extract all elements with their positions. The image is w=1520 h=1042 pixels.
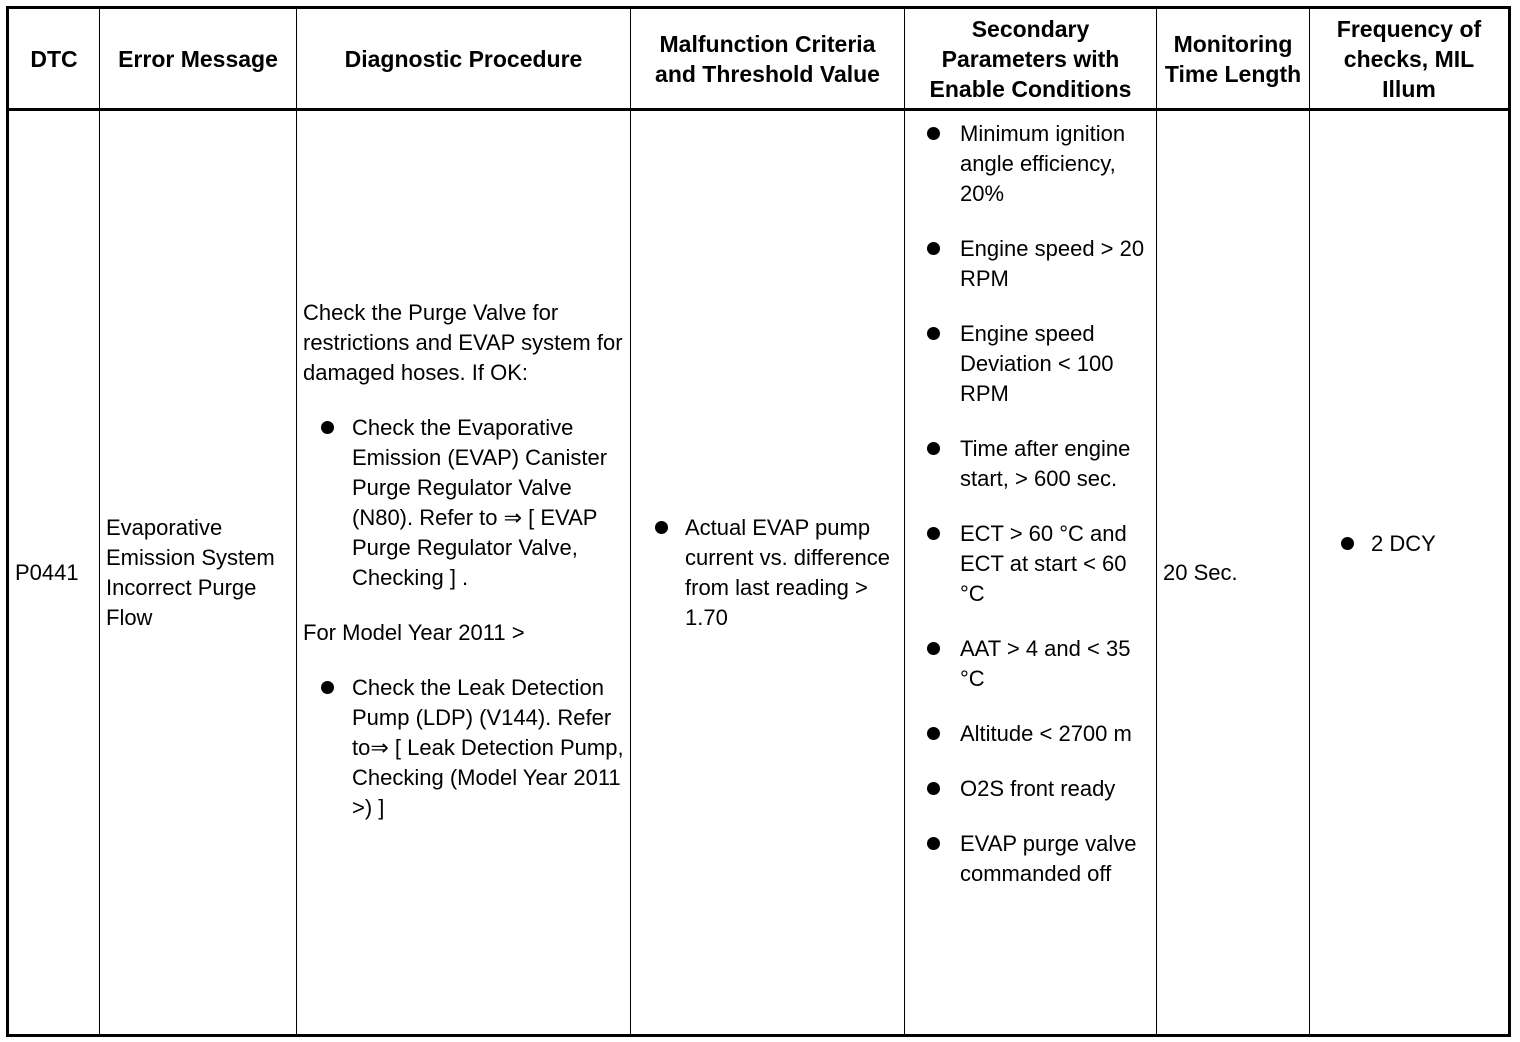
list-item [303, 413, 624, 593]
model-year-note: For Model Year 2011 > [303, 619, 525, 645]
procedure-intro: Check the Purge Valve for restrictions and EVAP system for damaged hoses. If OK: [303, 299, 623, 385]
list-item [905, 829, 1150, 889]
secondary-parameter: Engine speed Deviation < 100 RPM [960, 321, 1114, 406]
list-item [905, 719, 1150, 749]
list-item [905, 119, 1150, 209]
bullet-icon [927, 242, 940, 255]
dtc-code: P0441 [8, 110, 100, 1036]
header-monitoring-time: Monitoring Time Length [1157, 8, 1310, 110]
procedure-step-1: Check the Evaporative Emission (EVAP) Canister Purge Regulator Valve (N80). Refer to ⇒ [ EVAP Purge Regulator Valve, Checking ] . [352, 414, 608, 590]
list-item [303, 673, 624, 823]
header-secondary-parameters: Secondary Parameters with Enable Conditions [905, 8, 1157, 110]
secondary-parameter: O2S front ready [960, 776, 1116, 801]
frequency-list [1316, 529, 1502, 559]
header-error-message: Error Message [100, 8, 297, 110]
header-row [8, 8, 1510, 110]
list-item [905, 234, 1150, 294]
list-item [905, 434, 1150, 494]
bullet-icon [927, 442, 940, 455]
monitoring-time: 20 Sec. [1157, 110, 1310, 1036]
secondary-parameter: AAT > 4 and < 35 °C [960, 636, 1131, 691]
secondary-parameter: Minimum ignition angle efficiency, 20% [960, 121, 1126, 206]
list-item [905, 774, 1150, 804]
list-item [1316, 529, 1502, 559]
frequency [1310, 110, 1510, 1036]
secondary-parameter: Engine speed > 20 RPM [960, 236, 1145, 291]
bullet-icon [927, 782, 940, 795]
header-frequency: Frequency of checks, MIL Illum [1310, 8, 1510, 110]
malfunction-text: Actual EVAP pump current vs. difference from last reading > 1.70 [685, 514, 891, 630]
frequency-value: 2 DCY [1371, 531, 1436, 556]
list-item [905, 519, 1150, 609]
bullet-icon [655, 521, 668, 534]
bullet-icon [927, 642, 940, 655]
list-item [905, 634, 1150, 694]
bullet-icon [927, 837, 940, 850]
bullet-icon [927, 127, 940, 140]
error-message: Evaporative Emission System Incorrect Purge Flow [100, 110, 297, 1036]
secondary-parameters [905, 110, 1157, 1036]
secondary-parameter: EVAP purge valve commanded off [960, 831, 1137, 886]
secondary-parameter: Time after engine start, > 600 sec. [960, 436, 1131, 491]
dtc-table [6, 6, 1511, 1037]
secondary-parameter: ECT > 60 °C and ECT at start < 60 °C [960, 521, 1127, 606]
bullet-icon [927, 327, 940, 340]
bullet-icon [927, 727, 940, 740]
header-malfunction-criteria: Malfunction Criteria and Threshold Value [631, 8, 905, 110]
procedure-step-2: Check the Leak Detection Pump (LDP) (V144). Refer to⇒ [ Leak Detection Pump, Checking (Model Year 2011 >) ] [352, 674, 624, 820]
malfunction-criteria [631, 110, 905, 1036]
secondary-parameter: Altitude < 2700 m [960, 721, 1132, 746]
list-item [905, 319, 1150, 409]
malfunction-list [637, 513, 898, 633]
bullet-icon [321, 681, 334, 694]
bullet-icon [927, 527, 940, 540]
procedure-steps-2 [303, 673, 624, 823]
bullet-icon [321, 421, 334, 434]
list-item [637, 513, 898, 633]
header-diagnostic-procedure: Diagnostic Procedure [297, 8, 631, 110]
secondary-parameter-list [905, 119, 1150, 889]
diagnostic-procedure [297, 110, 631, 1036]
header-dtc: DTC [8, 8, 100, 110]
table-row [8, 110, 1510, 1036]
bullet-icon [1341, 537, 1354, 550]
procedure-steps-1 [303, 413, 624, 593]
